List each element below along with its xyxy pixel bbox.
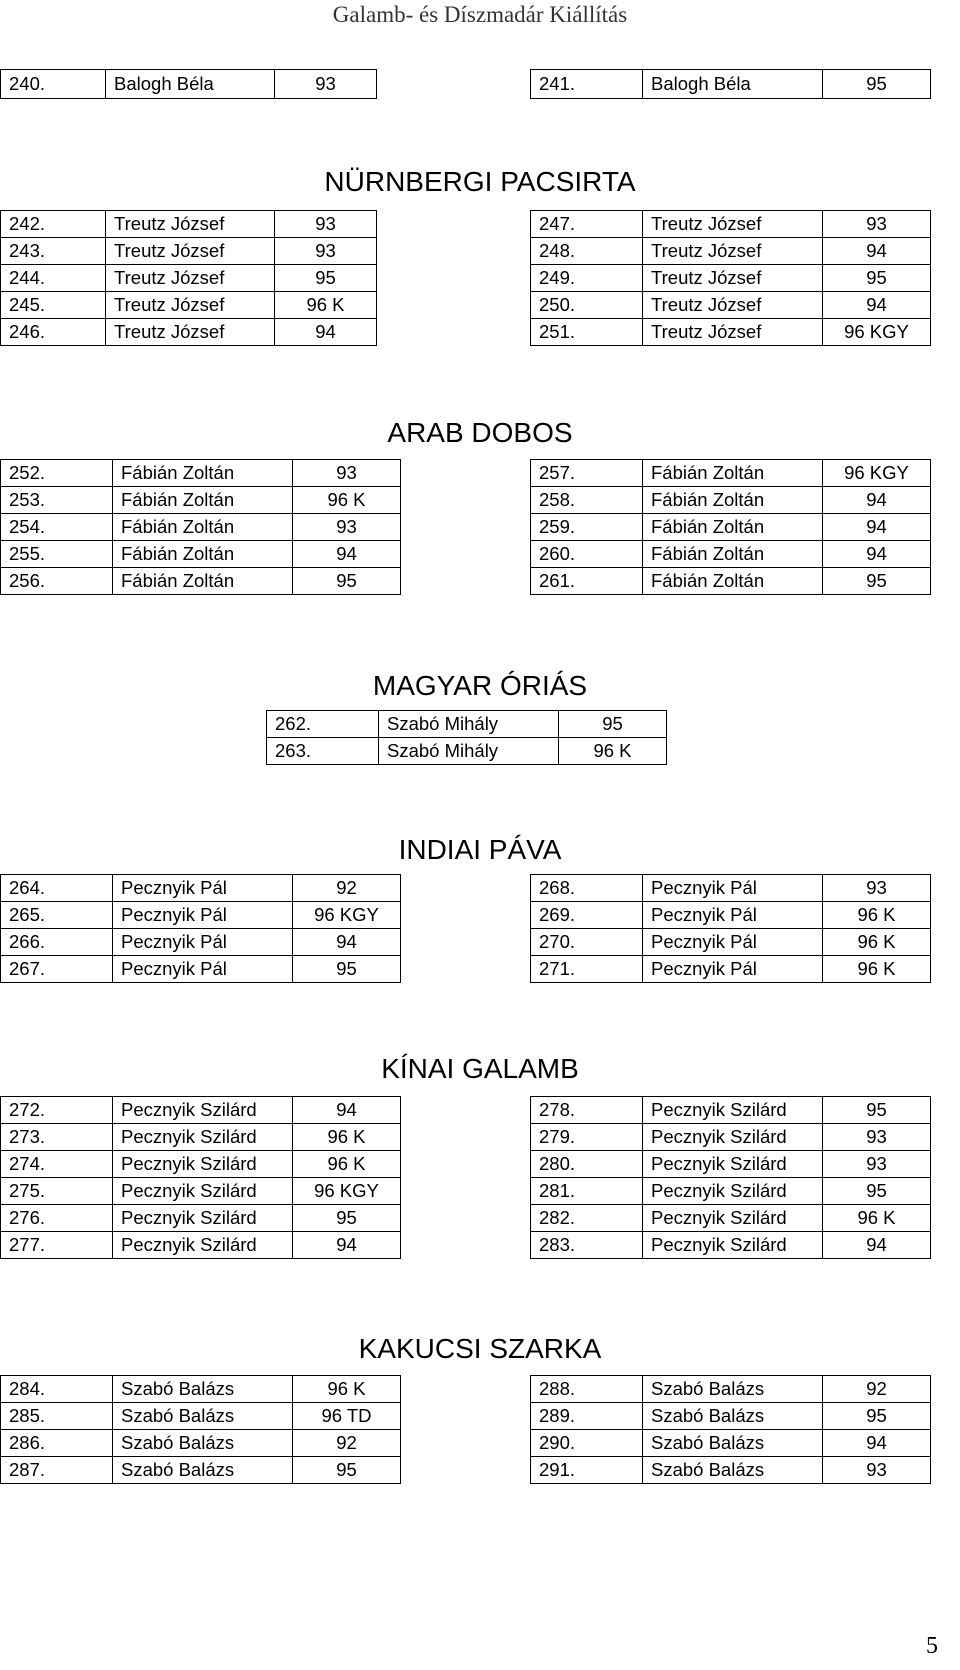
entry-score: 94 xyxy=(293,541,401,568)
exhibitor-name: Fábián Zoltán xyxy=(643,568,823,595)
entry-score: 96 KGY xyxy=(823,460,931,487)
exhibitor-name: Pecznyik Pál xyxy=(643,956,823,983)
entry-score: 94 xyxy=(823,514,931,541)
table-row xyxy=(531,319,931,346)
entry-score: 94 xyxy=(293,1097,401,1124)
exhibitor-name: Fábián Zoltán xyxy=(643,460,823,487)
entry-score: 96 KGY xyxy=(293,902,401,929)
exhibitor-name: Pecznyik Szilárd xyxy=(643,1205,823,1232)
exhibitor-name: Treutz József xyxy=(106,292,275,319)
table-row xyxy=(1,1205,401,1232)
table-row xyxy=(267,738,667,765)
entry-table-right xyxy=(530,459,931,595)
entry-score: 95 xyxy=(823,1178,931,1205)
entry-number: 263. xyxy=(267,738,379,765)
section-heading: MAGYAR ÓRIÁS xyxy=(372,670,588,701)
table-row xyxy=(1,875,401,902)
exhibitor-name: Szabó Balázs xyxy=(113,1457,293,1484)
entry-number: 287. xyxy=(1,1457,113,1484)
entry-number: 261. xyxy=(531,568,643,595)
entry-table-right xyxy=(530,1375,931,1484)
entry-score: 96 K xyxy=(559,738,667,765)
table-row xyxy=(531,265,931,292)
table-row xyxy=(531,1403,931,1430)
table-row xyxy=(1,487,401,514)
table-row xyxy=(531,1376,931,1403)
exhibitor-name: Treutz József xyxy=(106,265,275,292)
exhibitor-name: Szabó Mihály xyxy=(379,738,559,765)
exhibitor-name: Szabó Balázs xyxy=(643,1376,823,1403)
entry-score: 95 xyxy=(559,711,667,738)
table-row xyxy=(531,1097,931,1124)
entry-score: 94 xyxy=(823,487,931,514)
exhibitor-name: Pecznyik Szilárd xyxy=(113,1178,293,1205)
entry-score: 96 K xyxy=(293,487,401,514)
entry-score: 93 xyxy=(293,460,401,487)
entry-table-right xyxy=(530,1096,931,1259)
exhibitor-name: Treutz József xyxy=(643,238,823,265)
entry-number: 276. xyxy=(1,1205,113,1232)
entry-number: 244. xyxy=(1,265,106,292)
exhibitor-name: Pecznyik Pál xyxy=(643,875,823,902)
entry-table-right xyxy=(530,210,931,346)
entry-score: 94 xyxy=(293,929,401,956)
entry-number: 254. xyxy=(1,514,113,541)
entry-table-left xyxy=(0,210,377,346)
entry-number: 257. xyxy=(531,460,643,487)
exhibitor-name: Fábián Zoltán xyxy=(113,514,293,541)
entry-number: 281. xyxy=(531,1178,643,1205)
section-heading: ARAB DOBOS xyxy=(387,417,573,448)
section-heading: KAKUCSI SZARKA xyxy=(358,1333,602,1364)
exhibitor-name: Fábián Zoltán xyxy=(113,487,293,514)
entry-score: 92 xyxy=(823,1376,931,1403)
table-row xyxy=(531,541,931,568)
entry-number: 279. xyxy=(531,1124,643,1151)
entry-number: 267. xyxy=(1,956,113,983)
entry-number: 269. xyxy=(531,902,643,929)
exhibitor-name: Treutz József xyxy=(643,319,823,346)
entry-table-right xyxy=(530,69,931,99)
entry-number: 265. xyxy=(1,902,113,929)
entry-score: 93 xyxy=(823,875,931,902)
entry-number: 253. xyxy=(1,487,113,514)
entry-number: 282. xyxy=(531,1205,643,1232)
table-row xyxy=(531,514,931,541)
entry-number: 248. xyxy=(531,238,643,265)
entry-number: 262. xyxy=(267,711,379,738)
entry-table-left xyxy=(0,1096,401,1259)
entry-number: 277. xyxy=(1,1232,113,1259)
entry-number: 251. xyxy=(531,319,643,346)
entry-number: 285. xyxy=(1,1403,113,1430)
exhibitor-name: Pecznyik Szilárd xyxy=(113,1097,293,1124)
table-row xyxy=(531,568,931,595)
table-row xyxy=(1,1232,401,1259)
table-row xyxy=(1,929,401,956)
entry-score: 93 xyxy=(823,1151,931,1178)
entry-score: 93 xyxy=(275,70,377,99)
table-row xyxy=(531,1430,931,1457)
table-row xyxy=(1,1403,401,1430)
entry-score: 96 K xyxy=(293,1124,401,1151)
entry-score: 94 xyxy=(293,1232,401,1259)
entry-number: 291. xyxy=(531,1457,643,1484)
entry-score: 95 xyxy=(293,568,401,595)
entry-number: 286. xyxy=(1,1430,113,1457)
exhibitor-name: Pecznyik Szilárd xyxy=(643,1151,823,1178)
entry-score: 95 xyxy=(823,568,931,595)
table-row xyxy=(1,238,377,265)
exhibitor-name: Treutz József xyxy=(643,292,823,319)
exhibitor-name: Szabó Balázs xyxy=(113,1403,293,1430)
exhibitor-name: Treutz József xyxy=(106,211,275,238)
exhibitor-name: Pecznyik Szilárd xyxy=(113,1205,293,1232)
entry-score: 93 xyxy=(823,1457,931,1484)
entry-number: 255. xyxy=(1,541,113,568)
entry-table-left xyxy=(0,874,401,983)
entry-number: 290. xyxy=(531,1430,643,1457)
entry-score: 93 xyxy=(823,211,931,238)
exhibitor-name: Pecznyik Szilárd xyxy=(113,1151,293,1178)
exhibitor-name: Szabó Balázs xyxy=(643,1430,823,1457)
entry-score: 95 xyxy=(823,70,931,99)
entry-number: 240. xyxy=(1,70,106,99)
entry-score: 93 xyxy=(275,211,377,238)
entry-score: 96 K xyxy=(823,929,931,956)
exhibitor-name: Pecznyik Pál xyxy=(113,875,293,902)
entry-score: 96 K xyxy=(823,902,931,929)
exhibitor-name: Pecznyik Pál xyxy=(113,956,293,983)
entry-score: 93 xyxy=(293,514,401,541)
table-row xyxy=(531,1457,931,1484)
entry-table-right xyxy=(530,874,931,983)
table-row xyxy=(1,460,401,487)
exhibitor-name: Fábián Zoltán xyxy=(113,568,293,595)
table-row xyxy=(1,319,377,346)
exhibitor-name: Fábián Zoltán xyxy=(643,541,823,568)
entry-score: 94 xyxy=(823,1430,931,1457)
table-row xyxy=(267,711,667,738)
entry-number: 273. xyxy=(1,1124,113,1151)
table-row xyxy=(1,211,377,238)
entry-score: 96 K xyxy=(823,956,931,983)
entry-score: 96 KGY xyxy=(293,1178,401,1205)
entry-score: 93 xyxy=(823,1124,931,1151)
exhibitor-name: Pecznyik Pál xyxy=(643,902,823,929)
table-row xyxy=(1,568,401,595)
entry-number: 243. xyxy=(1,238,106,265)
exhibitor-name: Fábián Zoltán xyxy=(113,460,293,487)
entry-score: 95 xyxy=(293,956,401,983)
table-row xyxy=(1,1457,401,1484)
entry-score: 96 K xyxy=(823,1205,931,1232)
entry-number: 256. xyxy=(1,568,113,595)
table-row xyxy=(531,875,931,902)
entry-score: 92 xyxy=(293,1430,401,1457)
exhibitor-name: Pecznyik Szilárd xyxy=(643,1178,823,1205)
entry-number: 274. xyxy=(1,1151,113,1178)
entry-score: 94 xyxy=(823,1232,931,1259)
entry-number: 246. xyxy=(1,319,106,346)
exhibitor-name: Balogh Béla xyxy=(643,70,823,99)
table-row xyxy=(531,1205,931,1232)
entry-number: 264. xyxy=(1,875,113,902)
entry-number: 270. xyxy=(531,929,643,956)
exhibitor-name: Balogh Béla xyxy=(106,70,275,99)
table-row xyxy=(531,70,931,99)
exhibitor-name: Szabó Balázs xyxy=(113,1430,293,1457)
entry-number: 284. xyxy=(1,1376,113,1403)
entry-score: 94 xyxy=(823,541,931,568)
exhibitor-name: Pecznyik Szilárd xyxy=(113,1232,293,1259)
exhibitor-name: Pecznyik Pál xyxy=(643,929,823,956)
entry-score: 95 xyxy=(293,1205,401,1232)
table-row xyxy=(1,292,377,319)
table-row xyxy=(531,238,931,265)
entry-table-center xyxy=(266,710,667,765)
exhibitor-name: Szabó Balázs xyxy=(643,1403,823,1430)
entry-number: 288. xyxy=(531,1376,643,1403)
exhibitor-name: Pecznyik Szilárd xyxy=(643,1232,823,1259)
entry-number: 266. xyxy=(1,929,113,956)
entry-number: 252. xyxy=(1,460,113,487)
entry-number: 241. xyxy=(531,70,643,99)
exhibitor-name: Treutz József xyxy=(643,211,823,238)
section-heading: KÍNAI GALAMB xyxy=(381,1053,579,1084)
table-row xyxy=(531,1151,931,1178)
entry-score: 92 xyxy=(293,875,401,902)
entry-score: 96 K xyxy=(293,1151,401,1178)
table-row xyxy=(1,514,401,541)
entry-number: 283. xyxy=(531,1232,643,1259)
exhibitor-name: Pecznyik Pál xyxy=(113,902,293,929)
entry-number: 272. xyxy=(1,1097,113,1124)
entry-number: 260. xyxy=(531,541,643,568)
entry-score: 93 xyxy=(275,238,377,265)
table-row xyxy=(1,956,401,983)
entry-number: 259. xyxy=(531,514,643,541)
table-row xyxy=(1,1097,401,1124)
exhibitor-name: Treutz József xyxy=(106,238,275,265)
exhibitor-name: Pecznyik Szilárd xyxy=(643,1097,823,1124)
table-row xyxy=(531,211,931,238)
entry-score: 96 KGY xyxy=(823,319,931,346)
entry-number: 249. xyxy=(531,265,643,292)
entry-number: 280. xyxy=(531,1151,643,1178)
exhibitor-name: Szabó Balázs xyxy=(113,1376,293,1403)
table-row xyxy=(1,1178,401,1205)
entry-score: 96 K xyxy=(275,292,377,319)
entry-table-left xyxy=(0,69,377,99)
table-row xyxy=(531,902,931,929)
table-row xyxy=(531,487,931,514)
table-row xyxy=(531,956,931,983)
section-heading: NÜRNBERGI PACSIRTA xyxy=(324,166,636,197)
table-row xyxy=(1,1124,401,1151)
entry-score: 95 xyxy=(823,1403,931,1430)
table-row xyxy=(1,265,377,292)
table-row xyxy=(531,292,931,319)
table-row xyxy=(531,460,931,487)
entry-number: 275. xyxy=(1,1178,113,1205)
entry-score: 96 TD xyxy=(293,1403,401,1430)
table-row xyxy=(1,1151,401,1178)
table-row xyxy=(531,1232,931,1259)
entry-table-left xyxy=(0,459,401,595)
entry-score: 95 xyxy=(823,265,931,292)
entry-score: 96 K xyxy=(293,1376,401,1403)
entry-number: 258. xyxy=(531,487,643,514)
table-row xyxy=(1,1430,401,1457)
exhibitor-name: Fábián Zoltán xyxy=(643,487,823,514)
table-row xyxy=(1,902,401,929)
entry-number: 271. xyxy=(531,956,643,983)
exhibitor-name: Pecznyik Pál xyxy=(113,929,293,956)
exhibitor-name: Fábián Zoltán xyxy=(643,514,823,541)
entry-score: 95 xyxy=(275,265,377,292)
entry-score: 95 xyxy=(293,1457,401,1484)
entry-score: 94 xyxy=(823,292,931,319)
exhibitor-name: Treutz József xyxy=(643,265,823,292)
section-heading: INDIAI PÁVA xyxy=(398,834,562,865)
exhibitor-name: Szabó Balázs xyxy=(643,1457,823,1484)
table-row xyxy=(1,541,401,568)
table-row xyxy=(1,1376,401,1403)
entry-number: 289. xyxy=(531,1403,643,1430)
entry-score: 94 xyxy=(823,238,931,265)
entry-number: 278. xyxy=(531,1097,643,1124)
table-row xyxy=(531,929,931,956)
exhibitor-name: Pecznyik Szilárd xyxy=(113,1124,293,1151)
entry-number: 268. xyxy=(531,875,643,902)
entry-score: 95 xyxy=(823,1097,931,1124)
entry-number: 250. xyxy=(531,292,643,319)
entry-number: 247. xyxy=(531,211,643,238)
table-row xyxy=(1,70,377,99)
page-header-title: Galamb- és Díszmadár Kiállítás xyxy=(332,2,628,27)
entry-number: 245. xyxy=(1,292,106,319)
entry-score: 94 xyxy=(275,319,377,346)
table-row xyxy=(531,1178,931,1205)
exhibitor-name: Pecznyik Szilárd xyxy=(643,1124,823,1151)
exhibitor-name: Szabó Mihály xyxy=(379,711,559,738)
exhibitor-name: Fábián Zoltán xyxy=(113,541,293,568)
exhibitor-name: Treutz József xyxy=(106,319,275,346)
page-number: 5 xyxy=(926,1633,938,1659)
entry-table-left xyxy=(0,1375,401,1484)
entry-number: 242. xyxy=(1,211,106,238)
table-row xyxy=(531,1124,931,1151)
